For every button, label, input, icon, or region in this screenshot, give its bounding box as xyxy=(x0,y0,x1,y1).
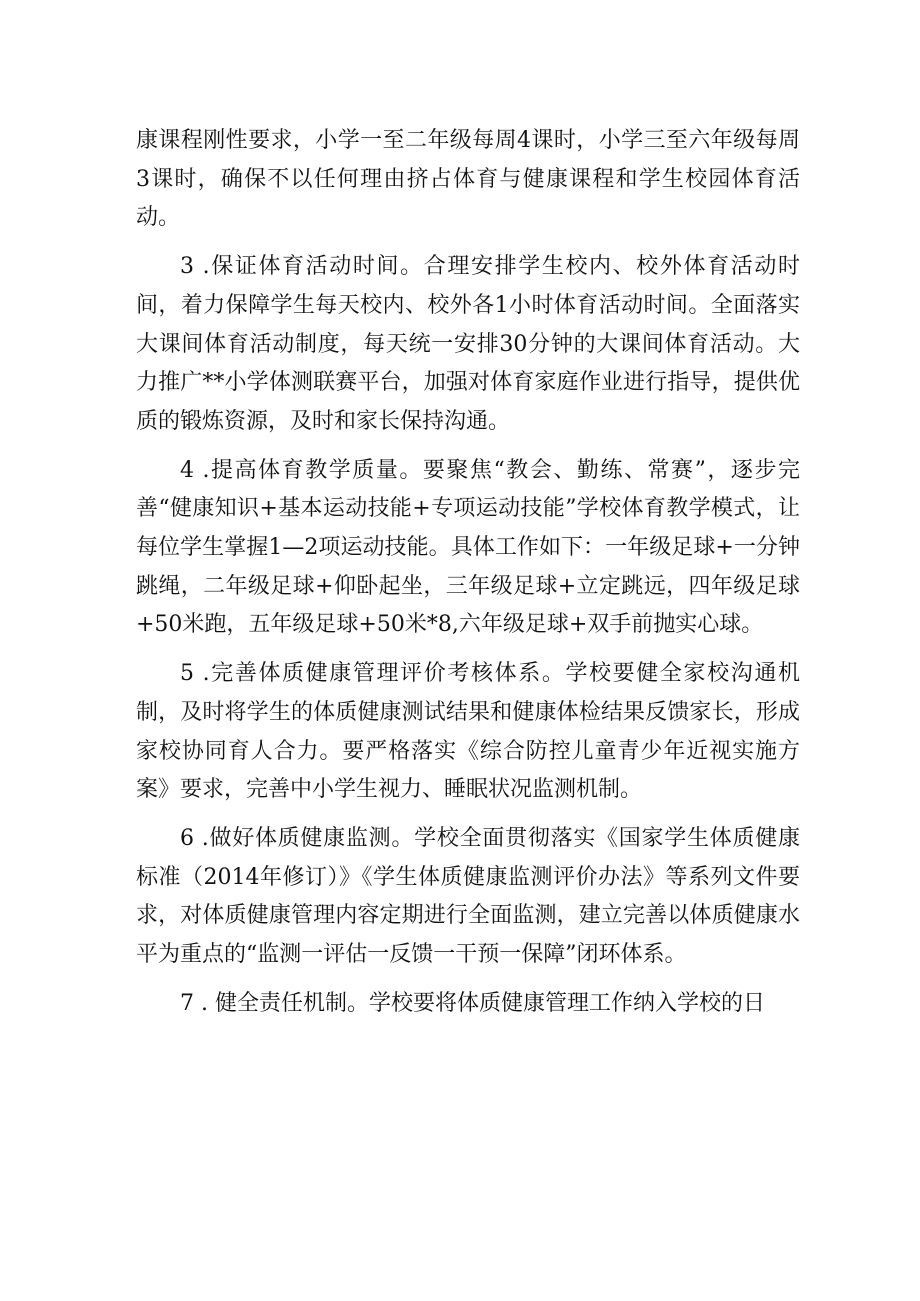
paragraph-continuation: 康课程刚性要求，小学一至二年级每周4课时，小学三至六年级每周3课时，确保不以任何理由挤占体育与健康课程和学生校园体育活动。 xyxy=(136,128,800,231)
document-body xyxy=(136,122,800,1023)
paragraph-item-5: 5 .完善体质健康管理评价考核体系。学校要健全家校沟通机制，及时将学生的体质健康测试结果和健康体检结果反馈家长，形成家校协同育人合力。要严格落实《综合防控儿童青少年近视实施方案》要求，完善中小学生视力、睡眠状况监测机制。 xyxy=(136,661,800,803)
paragraph-item-6: 6 .做好体质健康监测。学校全面贯彻落实《国家学生体质健康标准（2014年修订）》《学生体质健康监测评价办法》等系列文件要求，对体质健康管理内容定期进行全面监测，建立完善以体质健康水平为重点的“监测一评估一反馈一干预一保障”闭环体系。 xyxy=(136,825,800,968)
paragraph-item-4: 4 .提高体育教学质量。要聚焦“教会、勤练、常赛”，逐步完善“健康知识+基本运动技能+专项运动技能”学校体育教学模式，让每位学生掌握1—2项运动技能。具体工作如下：一年级足球+一分钟跳绳，二年级足球+仰卧起坐，三年级足球+立定跳远，四年级足球+50米跑，五年级足球+50米*8,六年级足球+双手前抛实心球。 xyxy=(136,457,800,638)
paragraph-item-3: 3 .保证体育活动时间。合理安排学生校内、校外体育活动时间，着力保障学生每天校内、校外各1小时体育活动时间。全面落实大课间体育活动制度，每天统一安排30分钟的大课间体育活动。大力推广**小学体测联赛平台，加强对体育家庭作业进行指导，提供优质的锻炼资源，及时和家长保持沟通。 xyxy=(136,254,800,434)
paragraph-item-7: 7 . 健全责任机制。学校要将体质健康管理工作纳入学校的日 xyxy=(180,990,765,1016)
